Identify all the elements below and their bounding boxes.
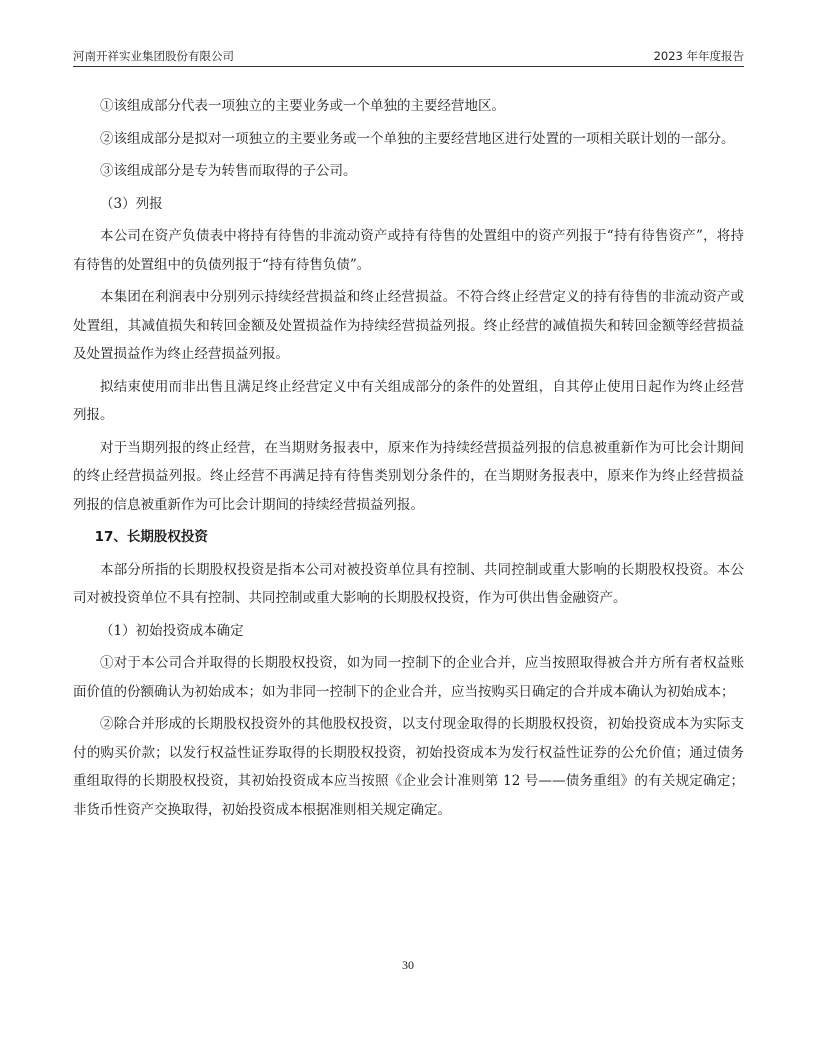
paragraph-income-statement-presentation: 本集团在利润表中分别列示持续经营损益和终止经营损益。不符合终止经营定义的持有待售的非流动资产或处置组，其减值损失和转回金额及处置损益作为持续经营损益列报。终止经营的减值损失和转回金额等经营损益及处置损益作为终止经营损益列报。 [73, 289, 744, 362]
header-report-title: 2023 年年度报告 [653, 49, 744, 63]
page-number: 30 [402, 958, 414, 972]
paragraph-condition-2: ②该组成部分是拟对一项独立的主要业务或一个单独的主要经营地区进行处置的一项相关联计划的一部分。 [100, 130, 735, 147]
paragraph-comparative-period: 对于当期列报的终止经营，在当期财务报表中，原来作为持续经营损益列报的信息被重新作为可比会计期间的终止经营损益列报。终止经营不再满足持有待售类别划分条件的，在当期财务报表中，原来作为终止经营损益列报的信息被重新作为可比会计期间的持续经营损益列报。 [73, 439, 744, 513]
paragraph-condition-1: ①该组成部分代表一项独立的主要业务或一个单独的主要经营地区。 [100, 98, 505, 114]
paragraph-condition-3: ③该组成部分是专为转售而取得的子公司。 [100, 163, 357, 179]
document-body [73, 92, 744, 828]
page-header [73, 46, 744, 66]
header-company-name: 河南开祥实业集团股份有限公司 [73, 49, 234, 63]
section-title-long-term-equity-investment: 17、长期股权投资 [94, 529, 208, 545]
paragraph-scope: 本部分所指的长期股权投资是指本公司对被投资单位具有控制、共同控制或重大影响的长期股权投资。本公司对被投资单位不具有控制、共同控制或重大影响的长期股权投资，作为可供出售金融资产。 [73, 561, 744, 606]
paragraph-initial-cost-merger: ①对于本公司合并取得的长期股权投资，如为同一控制下的企业合并，应当按照取得被合并方所有者权益账面价值的份额确认为初始成本；如为非同一控制下的企业合并，应当按购买日确定的合并成本确认为初始成本； [73, 655, 744, 700]
paragraph-abandoned-disposal-group: 拟结束使用而非出售且满足终止经营定义中有关组成部分的条件的处置组，自其停止使用日起作为终止经营列报。 [73, 378, 744, 423]
subheading-initial-cost: （1）初始投资成本确定 [100, 622, 244, 639]
header-divider [73, 66, 744, 67]
paragraph-balance-sheet-presentation: 本公司在资产负债表中将持有待售的非流动资产或持有待售的处置组中的资产列报于“持有待售资产”，将持有待售的处置组中的负债列报于“持有待售负债”。 [73, 228, 744, 273]
subheading-presentation: （3）列报 [100, 195, 163, 212]
paragraph-initial-cost-other: ②除合并形成的长期股权投资外的其他股权投资，以支付现金取得的长期股权投资，初始投资成本为实际支付的购买价款；以发行权益性证券取得的长期股权投资，初始投资成本为发行权益性证券的公允价值；通过债务重组取得的长期股权投资，其初始投资成本应当按照《企业会计准则第 12 号——债务重组》的有关规定确定；非货币性资产交换取得，初始投资成本根据准则相关规定确定。 [73, 716, 744, 818]
